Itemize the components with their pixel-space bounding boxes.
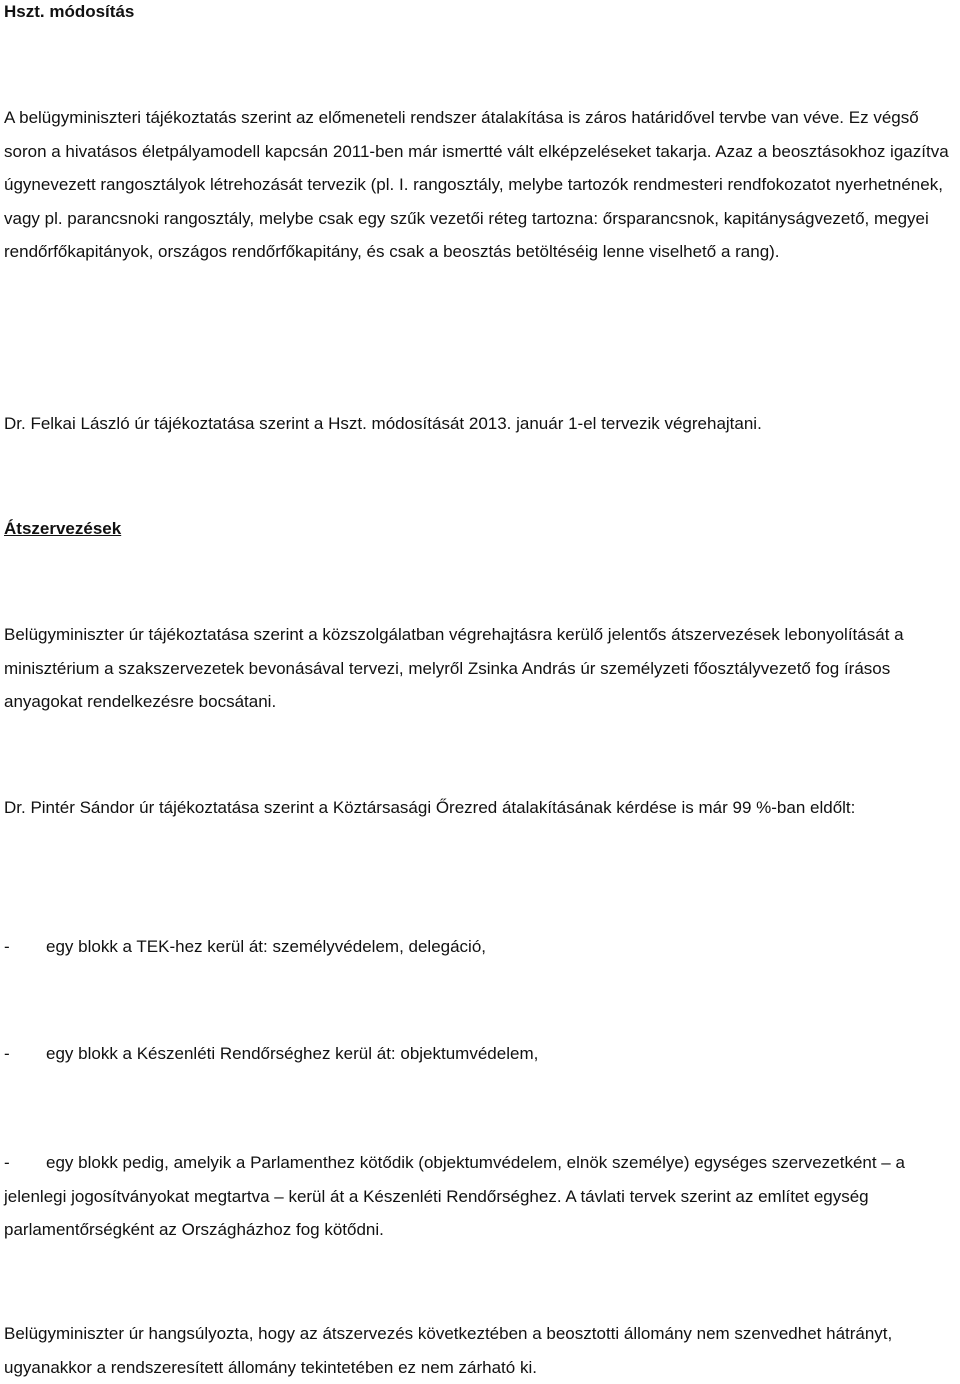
paragraph-promotion-system: A belügyminiszteri tájékoztatás szerint az előmeneteli rendszer átalakítása is záros határidővel tervbe van véve. Ez végső soron a hivatásos életpályamodell kapcsán 2011-ben már ismertté vált elképzeléseket takarja. Azaz a beosztásokhoz igazítva úgynevezett rangosztályok létrehozását tervezik (pl. I. rangosztály, melybe tartozók rendmesteri rendfokozatot nyerhetnének, vagy pl. parancsnoki rangosztály, melybe csak egy szűk vezetői réteg tartozna: őrsparancsnok, kapitányságvezető, megyei rendőrfőkapitányok, országos rendőrfőkapitány, és csak a beosztás betöltéséig lenne viselhető a rang). (4, 108, 949, 261)
list-marker: - (4, 1044, 10, 1063)
section-title-hszt: Hszt. módosítás (4, 2, 135, 21)
section-title-reorganizations: Átszervezések (4, 519, 122, 538)
list-item (4, 1146, 949, 1247)
paragraph-felkai: Dr. Felkai László úr tájékoztatása szerint a Hszt. módosítását 2013. január 1-el tervezik végrehajtani. (4, 414, 762, 433)
list-item (4, 1037, 538, 1071)
list-item-text: egy blokk a Készenléti Rendőrséghez kerül át: objektumvédelem, (46, 1044, 539, 1063)
list-marker: - (4, 1153, 10, 1172)
paragraph-pinter: Dr. Pintér Sándor úr tájékoztatása szerint a Köztársasági Őrezred átalakításának kérdése is már 99 %-ban eldőlt: (4, 798, 856, 817)
list-item-text: egy blokk a TEK-hez kerül át: személyvédelem, delegáció, (46, 937, 487, 956)
paragraph-closing: Belügyminiszter úr hangsúlyozta, hogy az átszervezés következtében a beosztotti állomány nem szenvedhet hátrányt, ugyanakkor a rendszeresített állomány tekintetében ez nem zárható ki. (4, 1324, 893, 1377)
paragraph-reorganization-info: Belügyminiszter úr tájékoztatása szerint a közszolgálatban végrehajtásra kerülő jelentős átszervezések lebonyolítását a minisztérium a szakszervezetek bevonásával tervezi, melyről Zsinka András úr személyzeti főosztályvezető fog írásos anyagokat rendelkezésre bocsátani. (4, 625, 904, 711)
list-marker: - (4, 937, 10, 956)
list-item (4, 930, 486, 964)
list-item-text: egy blokk pedig, amelyik a Parlamenthez kötődik (objektumvédelem, elnök személye) egységes szervezetként – a jelenlegi jogosítványokat megtartva – kerül át a Készenléti Rendőrséghez. A távlati tervek szerint az említet egység parlamentőrségként az Országházhoz fog kötődni. (4, 1153, 905, 1239)
